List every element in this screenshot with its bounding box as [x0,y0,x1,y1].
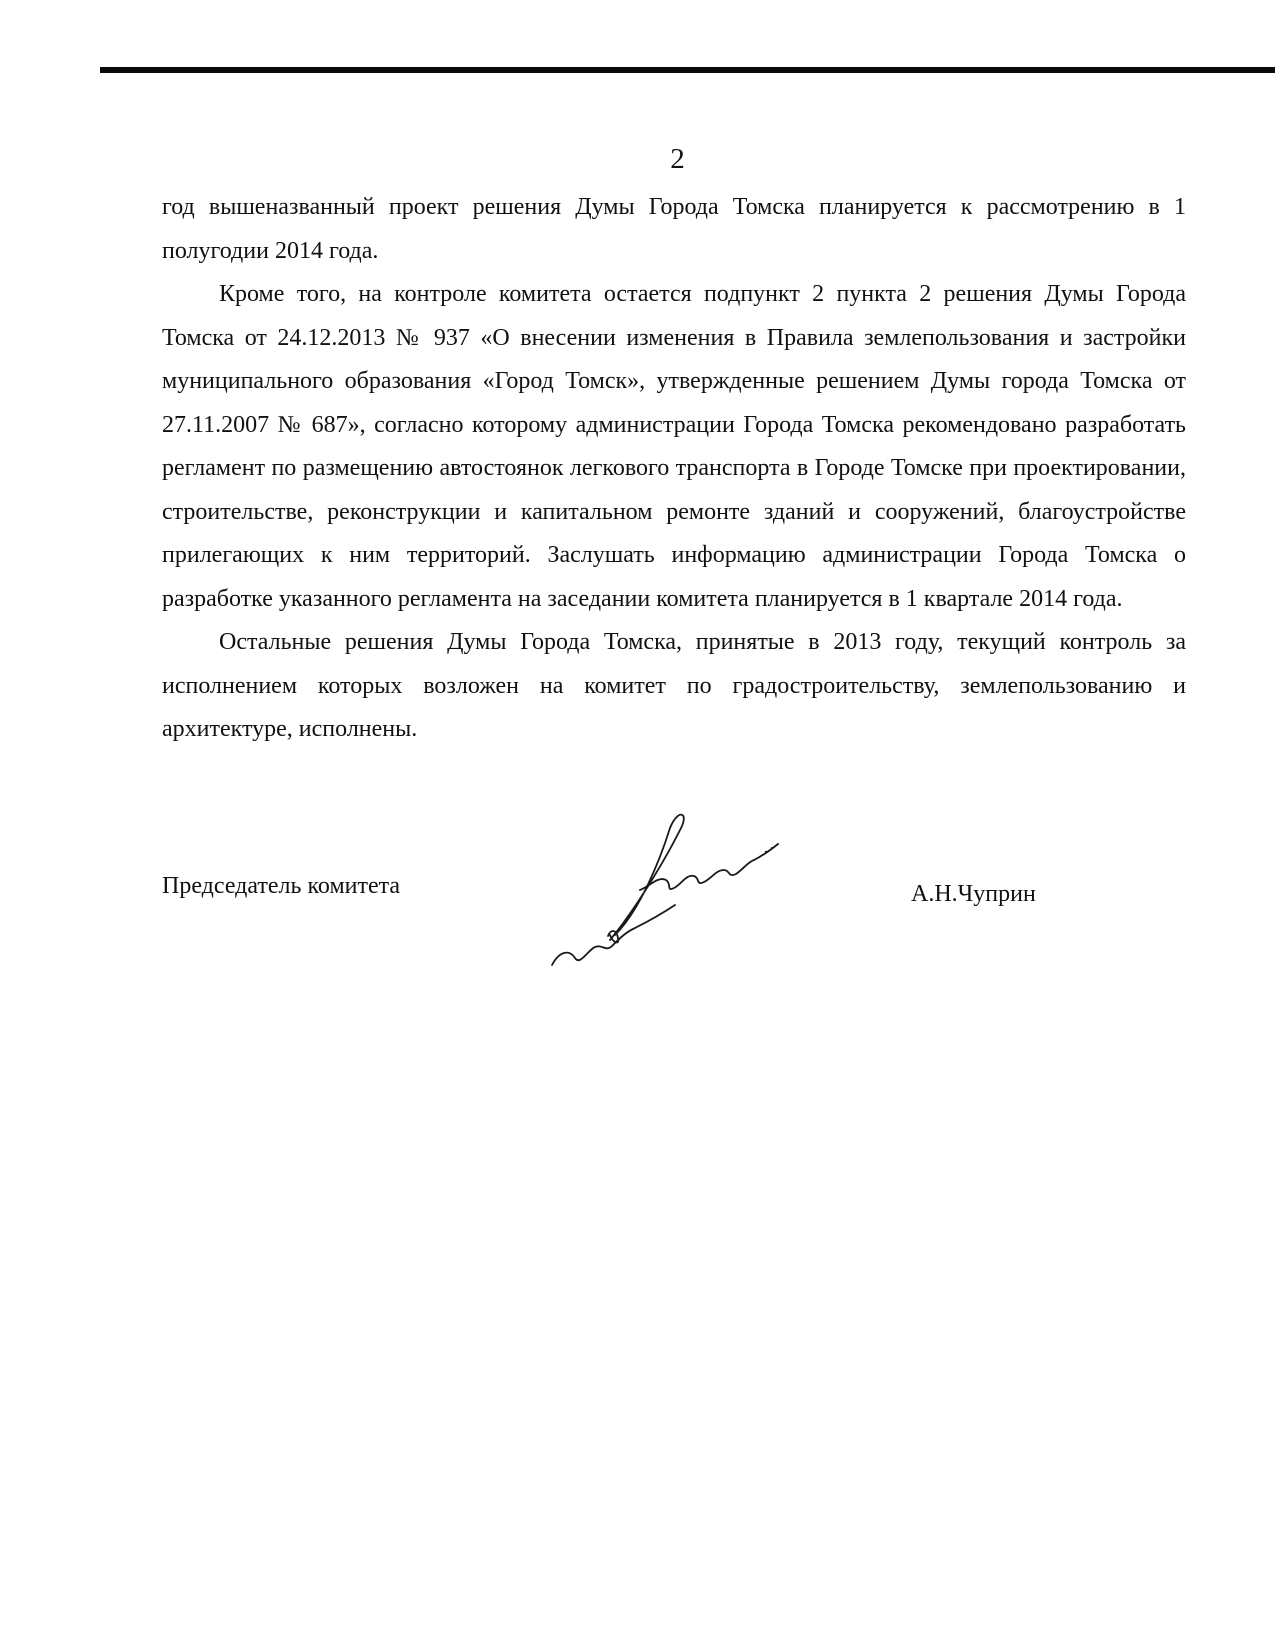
handwritten-signature [540,800,790,980]
paragraph-control: Кроме того, на контроле комитета остается подпункт 2 пункта 2 решения Думы Города Томска от 24.12.2013 № 937 «О внесении изменения в Правила землепользования и застройки муниципального образования «Город Томск», утвержденные решением Думы города Томска от 27.11.2007 № 687», согласно которому администрации Города Томска рекомендовано разработать регламент по размещению автостоянок легкового транспорта в Городе Томске при проектировании, строительстве, реконструкции и капитальном ремонте зданий и сооружений, благоустройстве прилегающих к ним территорий. Заслушать информацию администрации Города Томска о разработке указанного регламента на заседании комитета планируется в 1 квартале 2014 года. [162,281,1186,612]
letter-body [162,186,1186,752]
paragraph-conclusion: Остальные решения Думы Города Томска, принятые в 2013 году, текущий контроль за исполнением которых возложен на комитет по градостроительству, землепользованию и архитектуре, исполнены. [162,629,1186,742]
page-number: 2 [670,143,685,175]
signer-title: Председатель комитета [162,873,401,899]
header-rule [100,67,1275,73]
signer-name: А.Н.Чуприн [911,881,1036,907]
paragraph-continuation: год вышеназванный проект решения Думы Города Томска планируется к рассмотрению в 1 полугодии 2014 года. [162,194,1186,264]
